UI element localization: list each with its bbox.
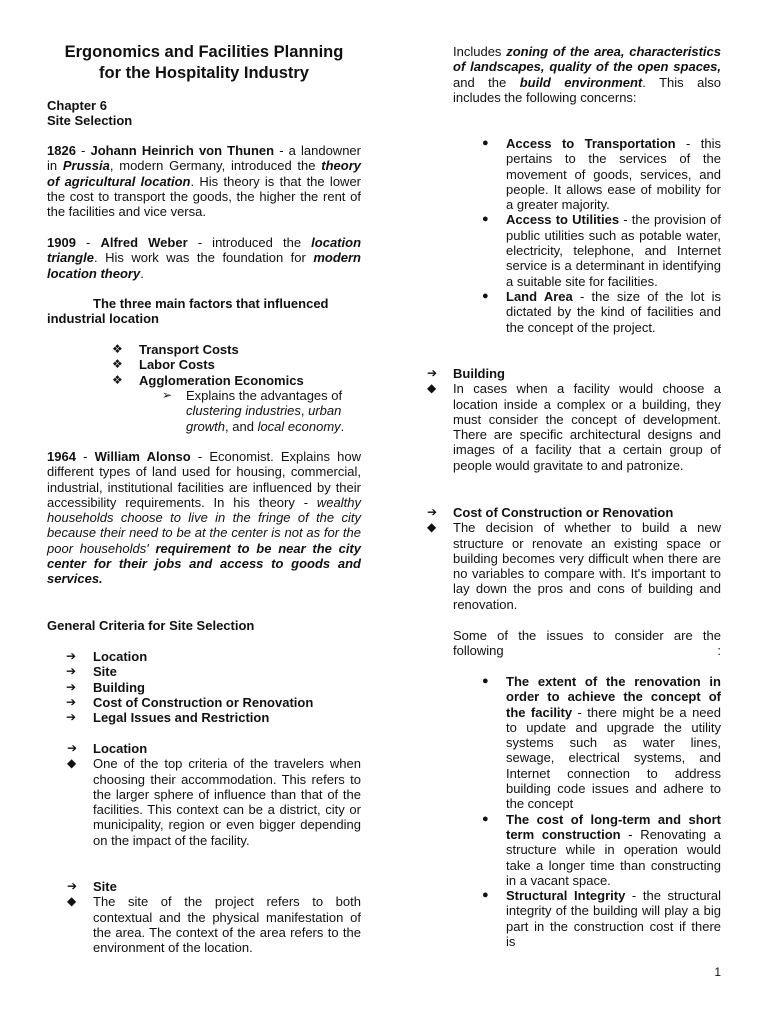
building-heading-label: Building	[453, 366, 505, 381]
list-item	[482, 288, 721, 335]
construction-section	[427, 505, 721, 612]
criteria-label: Legal Issues and Restriction	[93, 710, 270, 726]
bullet-icon: ●	[482, 213, 489, 226]
issue-text: - there might be a need to update and upgrade the utility systems such as water lines, sewage, electrical systems, and Internet connection to address building code issues and adhere to the concept	[506, 704, 722, 812]
thunen-name: Johann Heinrich von Thunen	[90, 143, 275, 158]
list-item	[66, 710, 361, 726]
thunen-theory: theory of agricultural location	[47, 158, 362, 189]
thunen-prussia: Prussia	[62, 158, 110, 174]
factor-label: Labor Costs	[139, 357, 215, 373]
site-cont-text-3: . This also includes the following concerns:	[453, 74, 721, 105]
concern-label: Access to Utilities	[506, 212, 620, 228]
concern-text: - the provision of public utilities such as potable water, electricity, telephone, and Internet service is a determinant in identifying a suitable site for facilities.	[506, 212, 721, 289]
list-item	[112, 357, 361, 373]
chapter-title: Site Selection	[47, 113, 133, 129]
issues-list	[482, 674, 722, 950]
location-heading	[67, 741, 361, 756]
site-cont-text-1: Includes	[453, 44, 507, 59]
arrow-icon: ➔	[66, 664, 77, 679]
list-item	[482, 888, 721, 950]
location-body	[67, 756, 361, 848]
weber-text-1: - introduced the	[187, 235, 312, 250]
location-text: One of the top criteria of the travelers when choosing their accommodation. This refers to the larger sphere of influence than that of the facilities. This context can be a district, city or municipality, region or even bigger depending on the impact of the facility.	[93, 756, 361, 848]
alonso-text: - Economist. Explains how different types of land used for housing, commercial, industrial, institutional facilities are influenced by their accessibility requirements. In his theory -	[47, 449, 361, 510]
list-item	[112, 372, 361, 388]
construction-heading	[427, 505, 721, 520]
alonso-italic: wealthy households choose to live in the fringe of the city because their need to be at the center is not as for the poor households'	[47, 494, 361, 556]
bullet-icon: ●	[482, 812, 489, 825]
concern-label: Access to Transportation	[506, 136, 676, 151]
diamond-icon: ◆	[427, 381, 437, 396]
site-text: The site of the project refers to both contextual and the physical manifestation of the area. The context of the area refers to the environment of the location.	[93, 894, 361, 956]
alonso-year: 1964	[47, 449, 76, 464]
alonso-name: William Alonso	[94, 449, 191, 464]
chapter-number: Chapter 6	[47, 98, 107, 113]
criteria-label: Building	[93, 679, 145, 695]
weber-triangle: location triangle	[47, 235, 362, 266]
thunen-text-1: - a landowner in	[47, 143, 361, 174]
site-cont-bold-2: build environment	[519, 74, 643, 90]
criteria-label: Site	[93, 664, 117, 680]
arrow-icon: ➔	[427, 366, 438, 380]
list-item	[112, 342, 361, 357]
diamond-icon: ◆	[67, 894, 77, 909]
factor-label: Agglomeration Economics	[139, 372, 304, 388]
concern-text: - this pertains to the services of the movement of goods, services, and people. It allows ease of mobility for a greater majority.	[506, 136, 721, 213]
chapter-heading	[47, 98, 361, 129]
bullet-icon: ●	[482, 137, 489, 149]
list-item	[66, 664, 361, 680]
list-item	[482, 136, 721, 213]
criteria-label: Location	[93, 649, 148, 664]
construction-heading-label: Cost of Construction or Renovation	[453, 505, 674, 520]
bullet-icon: ●	[482, 889, 489, 902]
sub-italic-1: clustering industries	[186, 403, 301, 419]
list-item	[66, 649, 361, 664]
site-cont-bold-1: zoning of the area, characteristics of landscapes, quality of the open spaces,	[453, 44, 721, 75]
list-item	[66, 694, 361, 710]
title-line-1: Ergonomics and Facilities Planning	[64, 43, 344, 61]
list-item	[482, 212, 721, 289]
alonso-paragraph: 1964 - William Alonso - Economist. Explains how different types of land used for housing, commercial, industrial, institutional facilities are influenced by their accessibility requirements. In his theory - wealthy households choose to live in the fringe of the city because their need to be at the center is not as for the poor households' requirement to be near the city center for their jobs and access to goods and services.	[47, 449, 361, 587]
four-diamond-icon: ❖	[112, 342, 123, 356]
weber-name: Alfred Weber	[100, 235, 188, 250]
diamond-icon: ◆	[427, 520, 437, 535]
issue-label: Structural Integrity	[506, 888, 626, 904]
four-diamond-icon: ❖	[112, 357, 123, 372]
arrowhead-icon: ➢	[162, 388, 173, 402]
weber-paragraph: 1909 - Alfred Weber - introduced the location triangle. His work was the foundation for modern location theory.	[47, 235, 362, 281]
issue-text: - the structural integrity of the building will play a big part in the construction cost if there is	[506, 888, 721, 950]
weber-text-3: .	[140, 265, 144, 281]
location-section	[67, 741, 361, 848]
concern-text: - the size of the lot is dictated by the kind of facilities and the concept of the project.	[506, 288, 721, 335]
list-item	[482, 811, 721, 888]
bullet-icon: ●	[482, 289, 489, 302]
building-section	[427, 366, 721, 473]
sub-italic-2: urban growth	[186, 403, 342, 434]
arrow-icon: ➔	[66, 694, 77, 709]
sub-text-3: , and	[225, 418, 258, 434]
issue-text: - Renovating a structure while in operation would take a longer time than constructing in a vacant space.	[506, 826, 721, 888]
building-text: In cases when a facility would choose a location inside a complex or a building, they must consider the concept of development. There are specific architectural designs and images of a facility that a certain group of people would gravitate to and patronize.	[453, 381, 721, 473]
concerns-list	[482, 136, 721, 335]
four-diamond-icon: ❖	[112, 372, 123, 387]
concern-label: Land Area	[506, 288, 573, 304]
arrow-icon: ➔	[66, 649, 77, 663]
agglomeration-subitem	[162, 388, 361, 434]
thunen-text-3: . His theory is that the lower the cost to transport the goods, the higher the rent of the facilities and vice versa.	[47, 173, 362, 220]
issue-label: The cost of long-term and short term construction	[506, 811, 721, 842]
construction-body	[427, 520, 721, 612]
factor-label: Transport Costs	[139, 342, 239, 357]
list-item	[66, 679, 361, 695]
site-continuation	[453, 44, 721, 105]
weber-text-2: . His work was the foundation for	[93, 250, 314, 266]
list-item	[482, 674, 722, 812]
sub-text-1: Explains the advantages of	[186, 388, 343, 403]
bullet-icon: ●	[482, 675, 489, 687]
diamond-icon: ◆	[67, 756, 77, 771]
building-body	[427, 381, 721, 473]
thunen-text-2: , modern Germany, introduced the	[109, 158, 322, 174]
arrow-icon: ➔	[67, 879, 78, 893]
sub-italic-3: local economy	[257, 418, 341, 434]
location-heading-label: Location	[93, 741, 148, 756]
site-heading	[67, 879, 361, 894]
site-body	[67, 894, 361, 956]
criteria-label: Cost of Construction or Renovation	[93, 694, 314, 710]
alonso-bold-italic: requirement to be near the city center for their jobs and access to goods and services.	[47, 540, 361, 587]
building-heading	[427, 366, 721, 381]
sub-text-2: ,	[300, 403, 309, 419]
arrow-icon: ➔	[66, 710, 77, 725]
weber-modern-theory: modern location theory	[47, 250, 361, 281]
site-cont-text-2: and the	[453, 74, 520, 90]
arrow-icon: ➔	[66, 679, 77, 694]
sub-text-4: .	[340, 418, 345, 434]
issues-intro: Some of the issues to consider are the following :	[453, 628, 721, 659]
arrow-icon: ➔	[67, 741, 78, 755]
site-section	[67, 879, 361, 956]
title-line-2: for the Hospitality Industry	[99, 64, 309, 82]
construction-text: The decision of whether to build a new structure or renovate an existing space or building becomes very difficult when there are no variables to compare with. It's important to lay down the pros and cons of building and renovation.	[453, 520, 721, 612]
criteria-heading: General Criteria for Site Selection	[47, 618, 255, 633]
thunen-paragraph: 1826 - Johann Heinrich von Thunen - a landowner in Prussia, modern Germany, introduced the theory of agricultural location. His theory is that the lower the cost to transport the goods, the higher the rent of the facilities and vice versa.	[47, 143, 362, 220]
factors-list	[112, 342, 361, 388]
document-title	[47, 42, 361, 84]
factors-heading: The three main factors that influenced industrial location	[47, 296, 329, 327]
site-heading-label: Site	[93, 879, 117, 894]
page-number: 1	[714, 965, 721, 979]
criteria-list	[66, 649, 361, 726]
weber-year: 1909	[47, 235, 76, 250]
arrow-icon: ➔	[427, 505, 438, 519]
thunen-year: 1826	[47, 143, 76, 158]
issue-label: The extent of the renovation in order to achieve the concept of the facility	[506, 674, 721, 720]
